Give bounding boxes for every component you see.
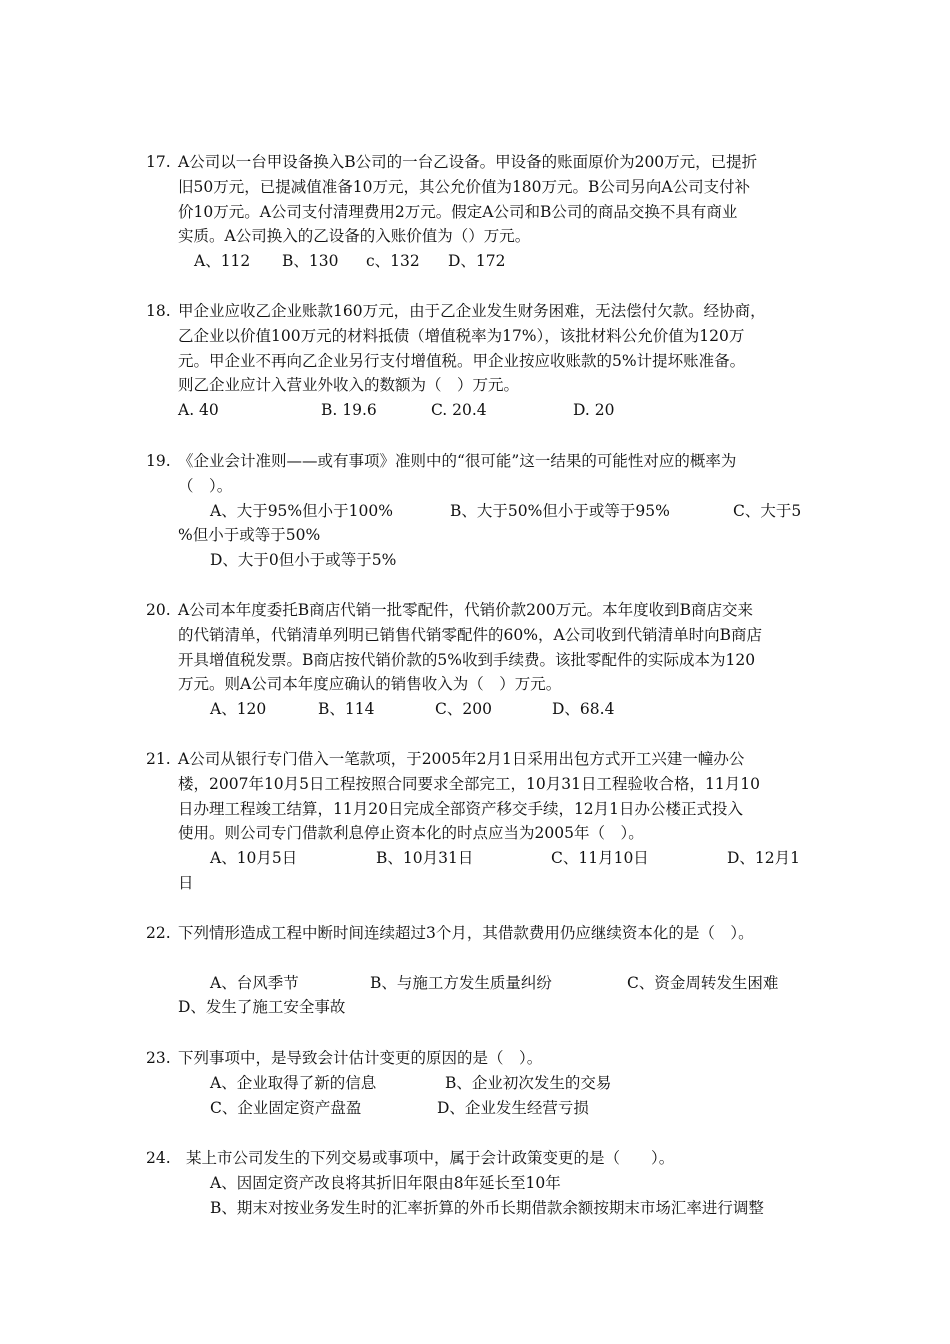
option-b: B、企业初次发生的交易 (445, 1073, 612, 1092)
question-number: 21. (146, 750, 171, 768)
question-text-line: （ ）。 (178, 476, 233, 495)
question-text-line: 下列情形造成工程中断时间连续超过3个月，其借款费用仍应继续资本化的是（ ）。 (178, 924, 754, 942)
option-b: B. 19.6 (321, 401, 377, 420)
option-c: C、资金周转发生困难 (627, 973, 779, 992)
question-text-line: 甲企业应收乙企业账款160万元，由于乙企业发生财务困难，无法偿付欠款。经协商， (178, 302, 766, 320)
option-c: C、200 (435, 700, 492, 719)
option-d: D、12月1 (727, 849, 801, 868)
question-number: 22. (146, 924, 171, 942)
option-b: B、大于50%但小于或等于95% (450, 501, 670, 520)
question-number: 17. (146, 153, 171, 171)
question-text-line: 旧50万元，已提减值准备10万元，其公允价值为180万元。B公司另向A公司支付补 (178, 177, 751, 196)
option-a: A. 40 (178, 401, 219, 420)
question-19 (146, 449, 814, 573)
option-d: D. 20 (573, 401, 615, 420)
option-d-continued: 日 (178, 873, 194, 892)
option-a: A、企业取得了新的信息 (210, 1073, 377, 1092)
option-c: C. 20.4 (431, 401, 487, 420)
option-b: B、与施工方发生质量纠纷 (370, 973, 552, 992)
question-22 (146, 921, 814, 1020)
question-text-line: 日办理工程竣工结算，11月20日完成全部资产移交手续，12月1日办公楼正式投入 (178, 799, 744, 818)
option-a: A、120 (210, 700, 267, 719)
question-number: 20. (146, 601, 171, 619)
question-text-line: A公司以一台甲设备换入B公司的一台乙设备。甲设备的账面原价为200万元，已提折 (178, 153, 758, 171)
option-c-continued: %但小于或等于50% (178, 526, 321, 545)
option-b: B、114 (318, 700, 375, 719)
option-b: B、期末对按业务发生时的汇率折算的外币长期借款余额按期末市场汇率进行调整 (210, 1198, 764, 1217)
question-text-line: 乙企业以价值100万元的材料抵债（增值税率为17%），该批材料公允价值为120万 (178, 326, 745, 345)
option-a: A、因固定资产改良将其折旧年限由8年延长至10年 (210, 1173, 561, 1192)
option-c: C、11月10日 (551, 849, 649, 868)
option-b: B、10月31日 (376, 849, 474, 868)
option-d: D、大于0但小于或等于5% (210, 551, 397, 570)
question-text-line: A公司从银行专门借入一笔款项，于2005年2月1日采用出包方式开工兴建一幢办公 (178, 750, 745, 768)
question-text-line: 则乙企业应计入营业外收入的数额为（ ）万元。 (178, 376, 520, 395)
option-a: A、大于95%但小于100% (210, 501, 393, 520)
option-c: C、企业固定资产盘盈 (210, 1098, 362, 1117)
question-24 (146, 1146, 814, 1220)
option-a: A、112 (194, 252, 251, 271)
option-d: D、172 (448, 252, 506, 271)
question-number: 18. (146, 302, 171, 320)
question-18 (146, 299, 814, 423)
option-d: D、68.4 (552, 700, 615, 719)
question-number: 24. (146, 1149, 171, 1167)
question-text-line: 楼，2007年10月5日工程按照合同要求全部完工，10月31日工程验收合格，11月10 (178, 774, 760, 793)
question-text-line: 《企业会计准则——或有事项》准则中的“很可能”这一结果的可能性对应的概率为 (178, 452, 737, 470)
option-c: c、132 (366, 252, 420, 271)
option-b: B、130 (282, 252, 339, 271)
option-a: A、台风季节 (210, 973, 299, 992)
option-d: D、企业发生经营亏损 (437, 1098, 589, 1117)
question-17 (146, 150, 814, 274)
question-text-line: 万元。则A公司本年度应确认的销售收入为（ ）万元。 (178, 675, 562, 694)
question-text-line: 开具增值税发票。B商店按代销价款的5%收到手续费。该批零配件的实际成本为120 (178, 650, 756, 669)
question-text-line: 某上市公司发生的下列交易或事项中，属于会计政策变更的是（ ）。 (186, 1149, 675, 1167)
question-text-line: 下列事项中，是导致会计估计变更的原因的是（ ）。 (178, 1049, 543, 1067)
question-23 (146, 1046, 814, 1120)
question-text-line: 价10万元。A公司支付清理费用2万元。假定A公司和B公司的商品交换不具有商业 (178, 202, 738, 221)
option-c: C、大于5 (733, 501, 802, 520)
option-d: D、发生了施工安全事故 (178, 998, 346, 1017)
blank-line (178, 946, 814, 971)
question-number: 19. (146, 452, 171, 470)
question-text-line: 实质。A公司换入的乙设备的入账价值为（）万元。 (178, 227, 531, 246)
question-text-line: 使用。则公司专门借款利息停止资本化的时点应当为2005年（ ）。 (178, 824, 644, 843)
question-21 (146, 747, 814, 896)
question-text-line: 的代销清单，代销清单列明已销售代销零配件的60%，A公司收到代销清单时向B商店 (178, 625, 763, 644)
question-20 (146, 598, 814, 722)
question-number: 23. (146, 1049, 171, 1067)
question-text-line: 元。甲企业不再向乙企业另行支付增值税。甲企业按应收账款的5%计提坏账准备。 (178, 351, 746, 370)
option-a: A、10月5日 (210, 849, 298, 868)
question-text-line: A公司本年度委托B商店代销一批零配件，代销价款200万元。本年度收到B商店交来 (178, 601, 754, 619)
